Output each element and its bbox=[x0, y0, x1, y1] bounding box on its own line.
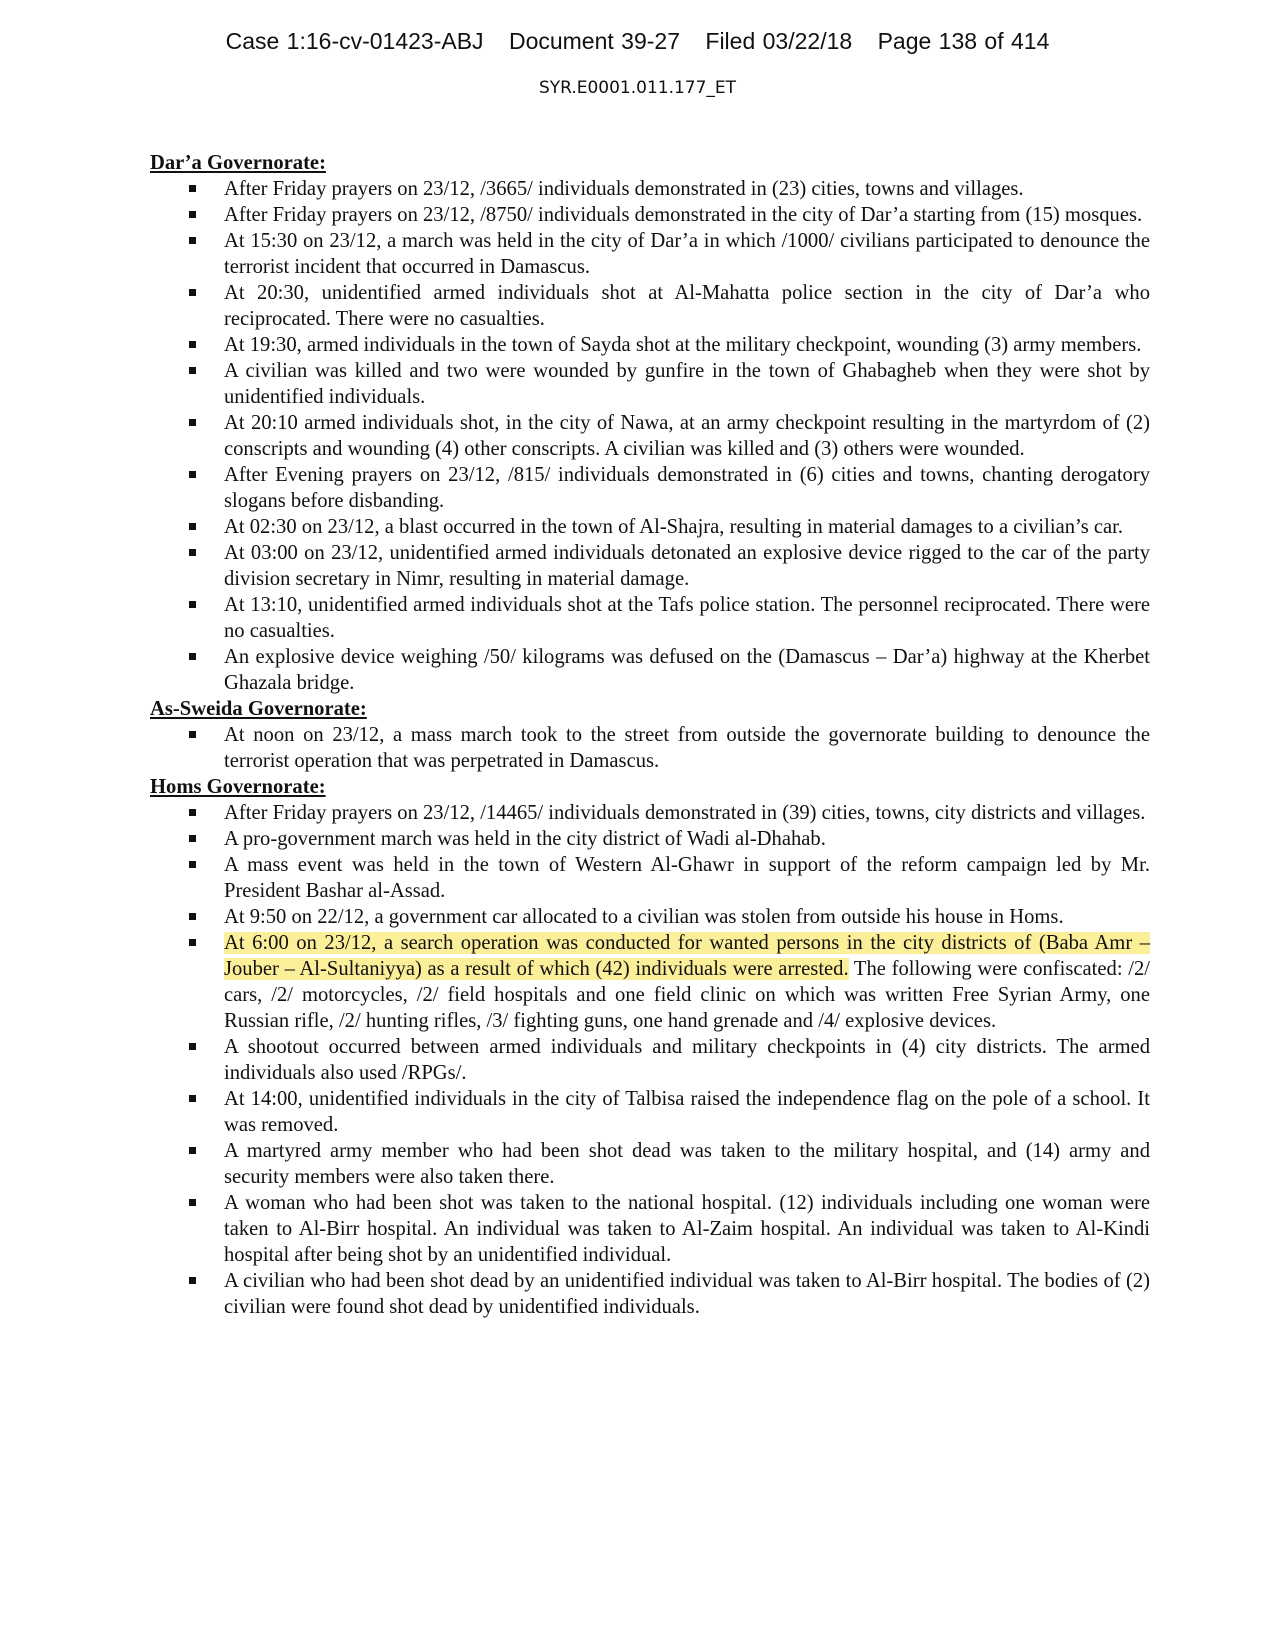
list-item bbox=[150, 800, 1150, 826]
list-item bbox=[150, 1190, 1150, 1268]
square-bullet-icon bbox=[189, 1277, 196, 1284]
item-text: At 13:10, unidentified armed individuals shot at the Tafs police station. The personnel reciprocated. There were no casualties. bbox=[224, 594, 1150, 642]
item-text: At 02:30 on 23/12, a blast occurred in the town of Al-Shajra, resulting in material damages to a civilian’s car. bbox=[224, 516, 1124, 538]
square-bullet-icon bbox=[189, 471, 196, 478]
item-text: A civilian was killed and two were wounded by gunfire in the town of Ghabagheb when they were shot by unidentified individuals. bbox=[224, 360, 1150, 408]
list-item bbox=[150, 332, 1150, 358]
square-bullet-icon bbox=[189, 1199, 196, 1206]
item-text: A shootout occurred between armed individuals and military checkpoints in (4) city districts. The armed individuals also used /RPGs/. bbox=[224, 1036, 1150, 1084]
item-text: After Friday prayers on 23/12, /14465/ individuals demonstrated in (39) cities, towns, city districts and villages. bbox=[224, 802, 1146, 824]
item-text: A mass event was held in the town of Western Al-Ghawr in support of the reform campaign led by Mr. President Bashar al-Assad. bbox=[224, 854, 1150, 902]
list-item bbox=[150, 722, 1150, 774]
item-text: After Friday prayers on 23/12, /8750/ individuals demonstrated in the city of Dar’a starting from (15) mosques. bbox=[224, 204, 1143, 226]
item-text: At noon on 23/12, a mass march took to the street from outside the governorate building to denounce the terrorist operation that was perpetrated in Damascus. bbox=[224, 724, 1150, 772]
item-text: The following were confiscated: /2/ cars, /2/ motorcycles, /2/ field hospitals and one field clinic on which was written Free Syrian Army, one Russian rifle, /2/ hunting rifles, /3/ fighting guns, one hand grenade and /4/ explosive devices. bbox=[224, 958, 1150, 1032]
list-item bbox=[150, 826, 1150, 852]
list-item bbox=[150, 176, 1150, 202]
item-text: A martyred army member who had been shot dead was taken to the military hospital, and (14) army and security members were also taken there. bbox=[224, 1140, 1150, 1188]
list-item bbox=[150, 904, 1150, 930]
square-bullet-icon bbox=[189, 237, 196, 244]
item-text: After Evening prayers on 23/12, /815/ individuals demonstrated in (6) cities and towns, chanting derogatory slogans before disbanding. bbox=[224, 464, 1150, 512]
list-item bbox=[150, 592, 1150, 644]
item-text: An explosive device weighing /50/ kilograms was defused on the (Damascus – Dar’a) highway at the Kherbet Ghazala bridge. bbox=[224, 646, 1150, 694]
document-number: Document 39-27 bbox=[508, 28, 680, 54]
item-text: A civilian who had been shot dead by an unidentified individual was taken to Al-Birr hospital. The bodies of (2) civilian were found shot dead by unidentified individuals. bbox=[224, 1270, 1150, 1318]
square-bullet-icon bbox=[189, 367, 196, 374]
list-item bbox=[150, 202, 1150, 228]
list-item bbox=[150, 410, 1150, 462]
square-bullet-icon bbox=[189, 601, 196, 608]
item-text: At 20:30, unidentified armed individuals shot at Al-Mahatta police section in the city of Dar’a who reciprocated. There were no casualties. bbox=[224, 282, 1150, 330]
item-text: After Friday prayers on 23/12, /3665/ individuals demonstrated in (23) cities, towns and villages. bbox=[224, 178, 1024, 200]
list-item bbox=[150, 514, 1150, 540]
governorate-heading: As-Sweida Governorate: bbox=[150, 698, 367, 720]
square-bullet-icon bbox=[189, 549, 196, 556]
square-bullet-icon bbox=[189, 731, 196, 738]
list-item bbox=[150, 228, 1150, 280]
list-item bbox=[150, 462, 1150, 514]
list-item bbox=[150, 644, 1150, 696]
list-item bbox=[150, 852, 1150, 904]
list-item bbox=[150, 358, 1150, 410]
square-bullet-icon bbox=[189, 913, 196, 920]
item-text: A woman who had been shot was taken to the national hospital. (12) individuals including one woman were taken to Al-Birr hospital. An individual was taken to Al-Zaim hospital. An individual was taken to Al-Kindi hospital after being shot by an unidentified individual. bbox=[224, 1192, 1150, 1266]
case-number: Case 1:16-cv-01423-ABJ bbox=[225, 28, 484, 54]
square-bullet-icon bbox=[189, 835, 196, 842]
list-item bbox=[150, 1268, 1150, 1320]
incident-list bbox=[150, 722, 1150, 774]
list-item bbox=[150, 930, 1150, 1034]
item-text: At 03:00 on 23/12, unidentified armed individuals detonated an explosive device rigged to the car of the party division secretary in Nimr, resulting in material damage. bbox=[224, 542, 1150, 590]
square-bullet-icon bbox=[189, 341, 196, 348]
highlighted-text: At 6:00 on 23/12, a search operation was conducted for wanted persons in the city districts of (Baba Amr – Jouber – Al-Sultaniyya) as a result of which (42) individuals were arrested. bbox=[224, 932, 1150, 980]
square-bullet-icon bbox=[189, 523, 196, 530]
square-bullet-icon bbox=[189, 809, 196, 816]
item-text: At 15:30 on 23/12, a march was held in the city of Dar’a in which /1000/ civilians participated to denounce the terrorist incident that occurred in Damascus. bbox=[224, 230, 1150, 278]
item-text: A pro-government march was held in the city district of Wadi al-Dhahab. bbox=[224, 828, 826, 850]
square-bullet-icon bbox=[189, 185, 196, 192]
governorate-heading: Homs Governorate: bbox=[150, 776, 326, 798]
item-text: At 14:00, unidentified individuals in the city of Talbisa raised the independence flag on the pole of a school. It was removed. bbox=[224, 1088, 1150, 1136]
incident-list bbox=[150, 800, 1150, 1320]
list-item bbox=[150, 540, 1150, 592]
square-bullet-icon bbox=[189, 211, 196, 218]
item-text: At 20:10 armed individuals shot, in the city of Nawa, at an army checkpoint resulting in the martyrdom of (2) conscripts and wounding (4) other conscripts. A civilian was killed and (3) others were wounded. bbox=[224, 412, 1150, 460]
square-bullet-icon bbox=[189, 939, 196, 946]
document-body bbox=[150, 150, 1150, 1320]
item-text: At 9:50 on 22/12, a government car allocated to a civilian was stolen from outside his house in Homs. bbox=[224, 906, 1064, 928]
filed-date: Filed 03/22/18 bbox=[705, 28, 853, 54]
item-text: At 19:30, armed individuals in the town of Sayda shot at the military checkpoint, wounding (3) army members. bbox=[224, 334, 1142, 356]
document-id: SYR.E0001.011.177_ET bbox=[538, 78, 737, 98]
list-item bbox=[150, 280, 1150, 332]
list-item bbox=[150, 1034, 1150, 1086]
square-bullet-icon bbox=[189, 653, 196, 660]
square-bullet-icon bbox=[189, 1095, 196, 1102]
square-bullet-icon bbox=[189, 861, 196, 868]
list-item bbox=[150, 1086, 1150, 1138]
page-number: Page 138 of 414 bbox=[877, 28, 1050, 54]
list-item bbox=[150, 1138, 1150, 1190]
square-bullet-icon bbox=[189, 419, 196, 426]
case-header bbox=[0, 28, 1275, 55]
incident-list bbox=[150, 176, 1150, 696]
square-bullet-icon bbox=[189, 1043, 196, 1050]
governorate-heading: Dar’a Governorate: bbox=[150, 152, 326, 174]
square-bullet-icon bbox=[189, 1147, 196, 1154]
square-bullet-icon bbox=[189, 289, 196, 296]
